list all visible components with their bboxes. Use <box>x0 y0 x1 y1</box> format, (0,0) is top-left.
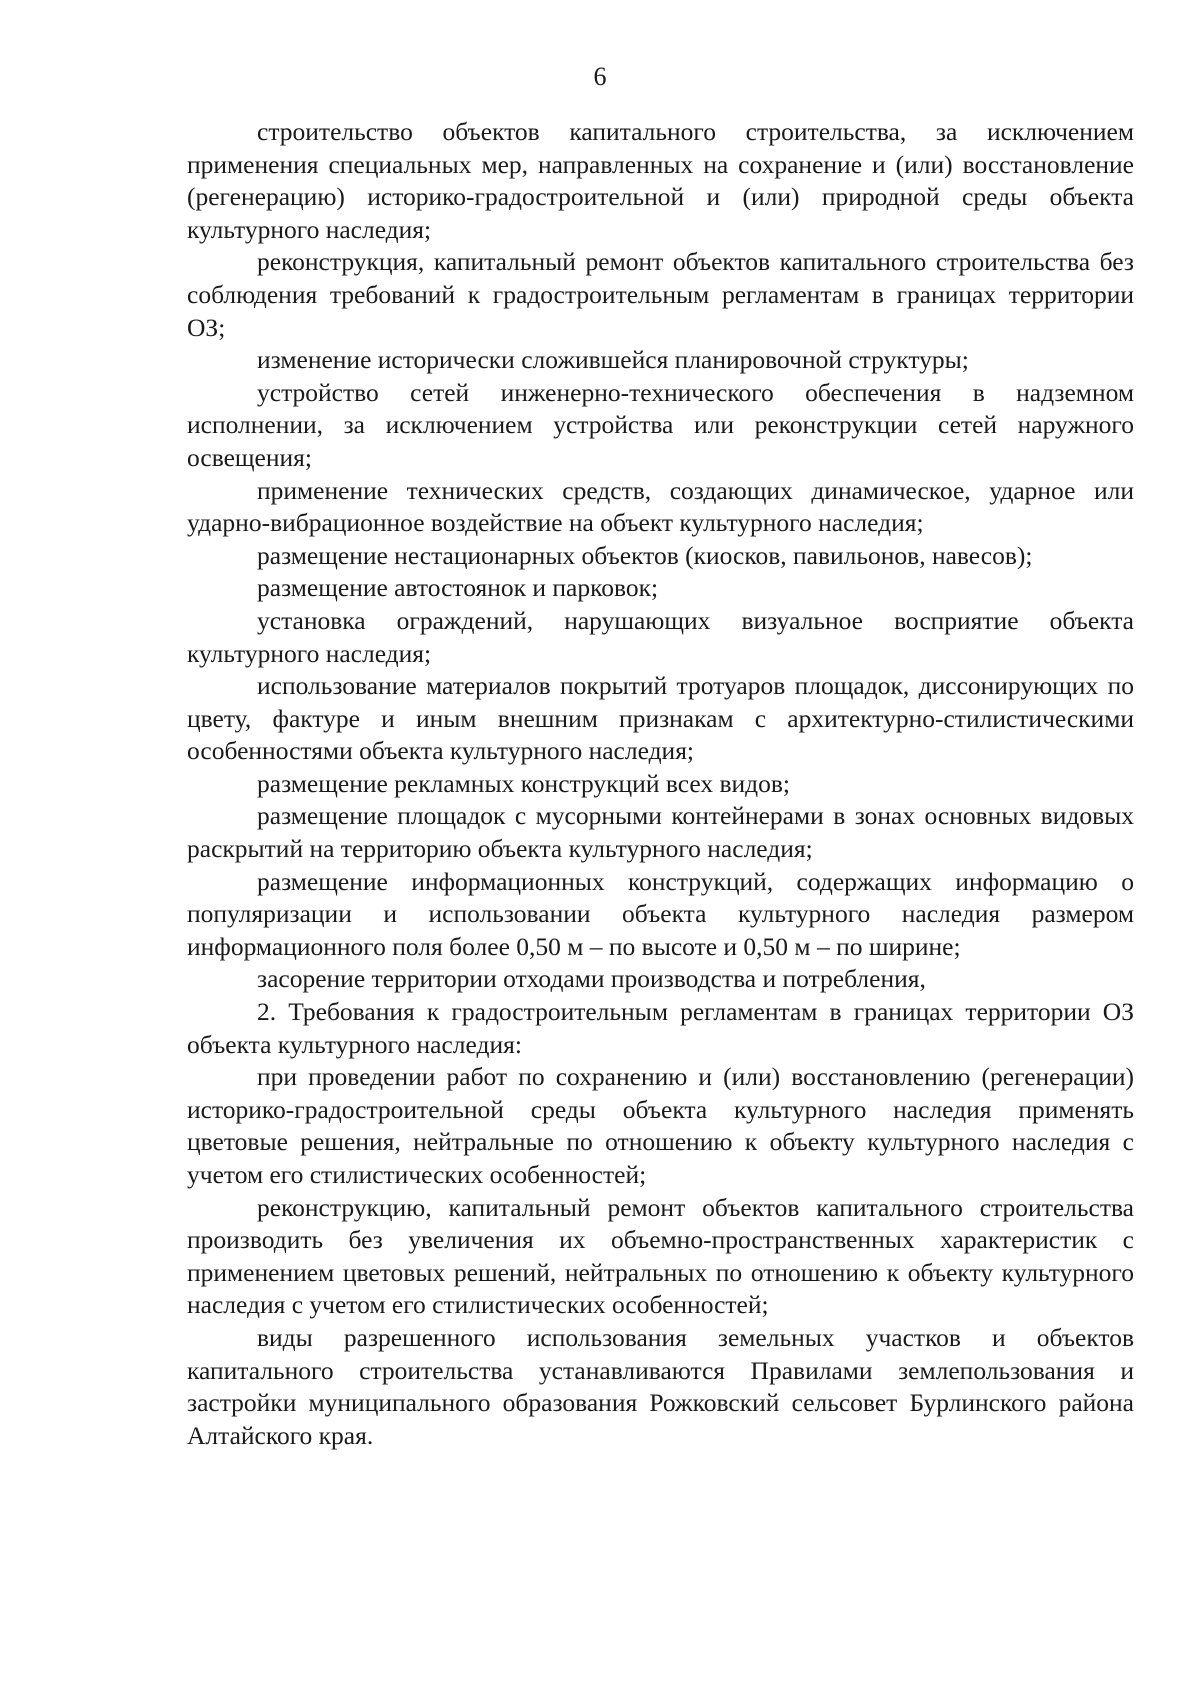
page-number: 6 <box>593 62 607 91</box>
paragraph: засорение территории отходами производства и потребления, <box>257 964 926 994</box>
document-body <box>187 116 1134 1452</box>
paragraph: при проведении работ по сохранению и (или) восстановлению (регенерации) историко-градостроительной среды объекта культурного наследия применять цветовые решения, нейтральные по отношению к объекту культурного наследия с учетом его стилистических особенностей; <box>187 1062 1134 1189</box>
paragraph: строительство объектов капитального строительства, за исключением применения специальных мер, направленных на сохранение и (или) восстановление (регенерацию) историко-градостроительной и (или) природной среды объекта культурного наследия; <box>187 117 1134 244</box>
paragraph: использование материалов покрытий тротуаров площадок, диссонирующих по цвету, фактуре и иным внешним признакам с архитектурно-стилистическими особенностями объекта культурного наследия; <box>187 671 1134 766</box>
paragraph: размещение рекламных конструкций всех видов; <box>257 768 791 798</box>
paragraph: размещение автостоянок и парковок; <box>257 573 659 603</box>
paragraph: применение технических средств, создающих динамическое, ударное или ударно-вибрационное воздействие на объект культурного наследия; <box>187 475 1134 538</box>
paragraph: устройство сетей инженерно-технического обеспечения в надземном исполнении, за исключением устройства или реконструкции сетей наружного освещения; <box>187 377 1134 472</box>
paragraph: 2. Требования к градостроительным регламентам в границах территории ОЗ объекта культурного наследия: <box>187 997 1134 1059</box>
paragraph: размещение нестационарных объектов (киосков, павильонов, навесов); <box>257 540 1033 570</box>
paragraph: установка ограждений, нарушающих визуальное восприятие объекта культурного наследия; <box>187 605 1134 668</box>
paragraph: виды разрешенного использования земельных участков и объектов капитального строительства устанавливаются Правилами землепользования и застройки муниципального образования Рожковский сельсовет Бурлинского района Алтайского края. <box>187 1322 1134 1450</box>
paragraph: изменение исторически сложившейся планировочной структуры; <box>257 345 969 375</box>
paragraph: размещение информационных конструкций, содержащих информацию о популяризации и использовании объекта культурного наследия размером информационного поля более 0,50 м – по высоте и 0,50 м – по ширине; <box>187 866 1134 961</box>
paragraph: реконструкция, капитальный ремонт объектов капитального строительства без соблюдения требований к градостроительным регламентам в границах территории ОЗ; <box>187 247 1134 342</box>
paragraph: реконструкцию, капитальный ремонт объектов капитального строительства производить без увеличения их объемно-пространственных характеристик с применением цветовых решений, нейтральных по отношению к объекту культурного наследия с учетом его стилистических особенностей; <box>187 1192 1134 1320</box>
paragraph: размещение площадок с мусорными контейнерами в зонах основных видовых раскрытий на территорию объекта культурного наследия; <box>187 801 1134 864</box>
